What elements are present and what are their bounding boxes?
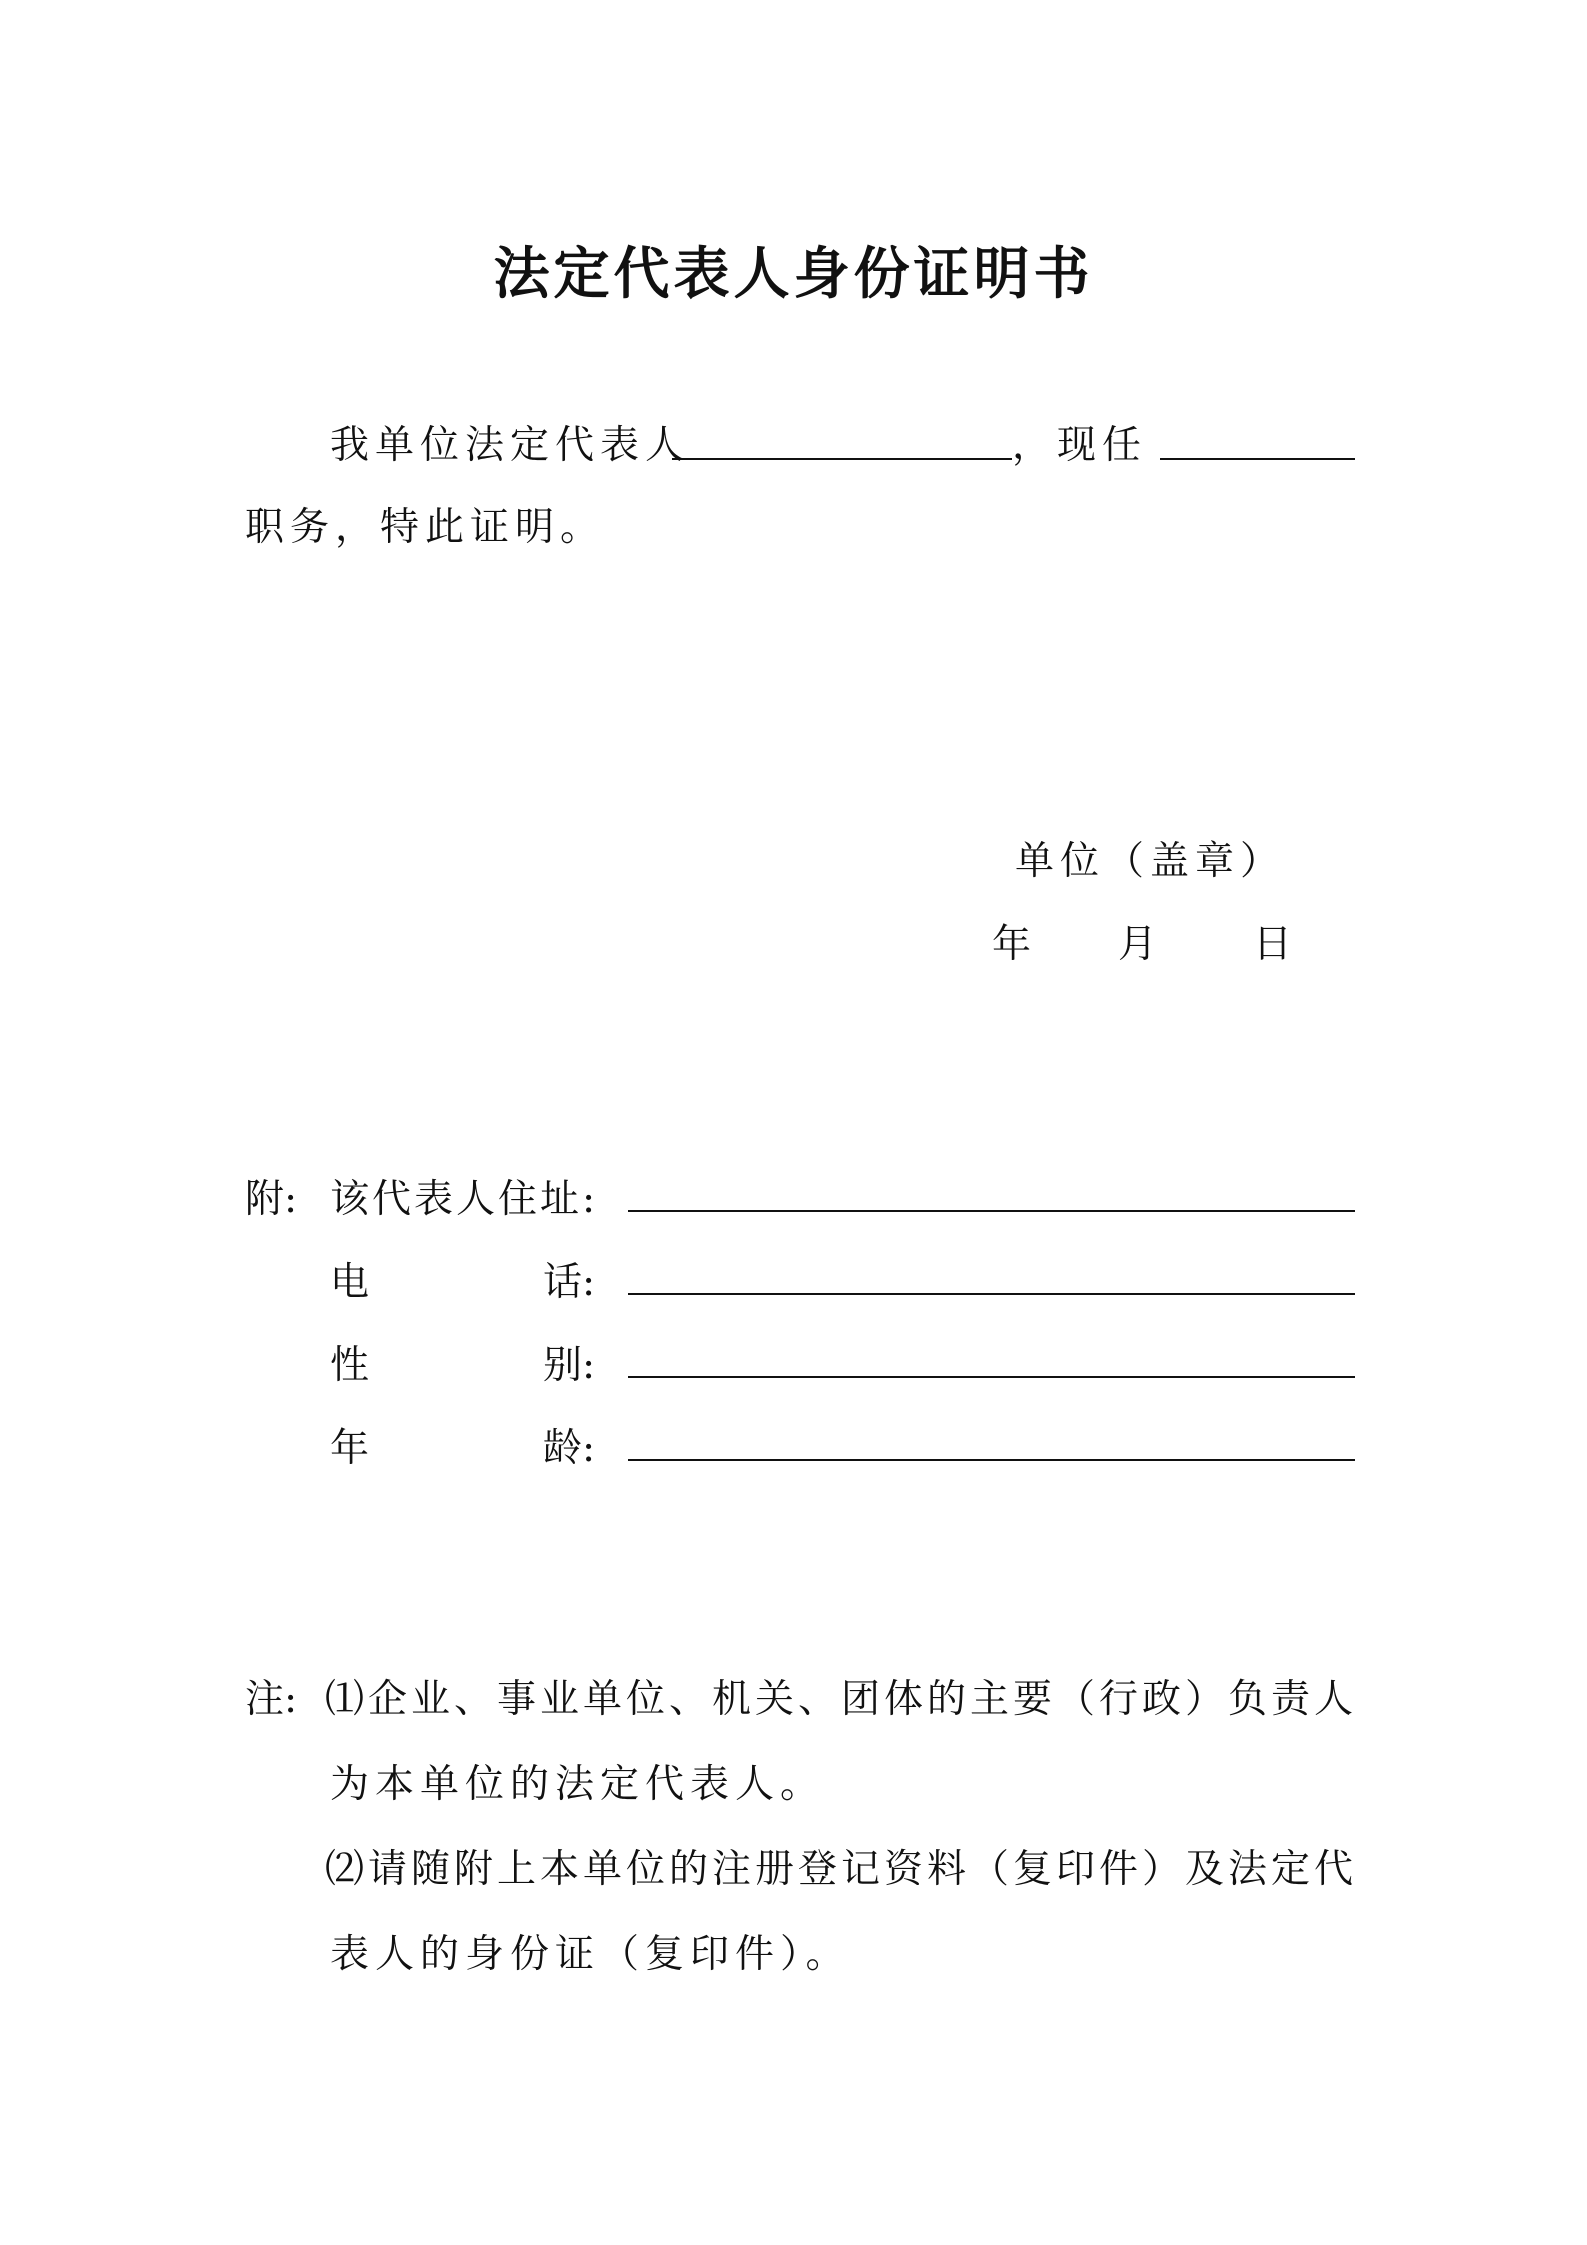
statement-part2: ，现任 <box>1012 423 1148 468</box>
note1-line1: ⑴企业、事业单位、机关、团体的主要（行政）负责人 <box>325 1677 1358 1722</box>
date-year-label: 年 <box>992 922 1038 967</box>
note1-line2: 为本单位的法定代表人。 <box>330 1762 826 1807</box>
age-label-char2: 龄: <box>543 1426 596 1471</box>
phone-blank[interactable] <box>628 1293 1355 1295</box>
phone-label-char1: 电 <box>330 1260 370 1305</box>
attachment-prefix: 附: <box>245 1177 298 1222</box>
position-blank[interactable] <box>1160 458 1355 460</box>
gender-label-char1: 性 <box>330 1343 370 1388</box>
date-day-label: 日 <box>1253 922 1299 967</box>
notes-prefix: 注: <box>245 1677 298 1722</box>
unit-seal-label: 单位（盖章） <box>1015 839 1286 884</box>
address-blank[interactable] <box>628 1210 1355 1212</box>
note2-line2: 表人的身份证（复印件）。 <box>330 1932 851 1977</box>
phone-label-char2: 话: <box>543 1260 596 1305</box>
page-title: 法定代表人身份证明书 <box>493 241 1094 307</box>
gender-blank[interactable] <box>628 1376 1355 1378</box>
statement-part3: 职务，特此证明。 <box>245 505 606 550</box>
address-label: 该代表人住址: <box>330 1177 599 1222</box>
gender-label-char2: 别: <box>543 1343 596 1388</box>
age-blank[interactable] <box>628 1459 1355 1461</box>
age-label-char1: 年 <box>330 1426 370 1471</box>
date-month-label: 月 <box>1118 922 1164 967</box>
note2-line1: ⑵请随附上本单位的注册登记资料（复印件）及法定代 <box>325 1847 1358 1892</box>
statement-part1: 我单位法定代表人 <box>330 423 691 468</box>
legal-rep-name-blank[interactable] <box>672 458 1012 460</box>
